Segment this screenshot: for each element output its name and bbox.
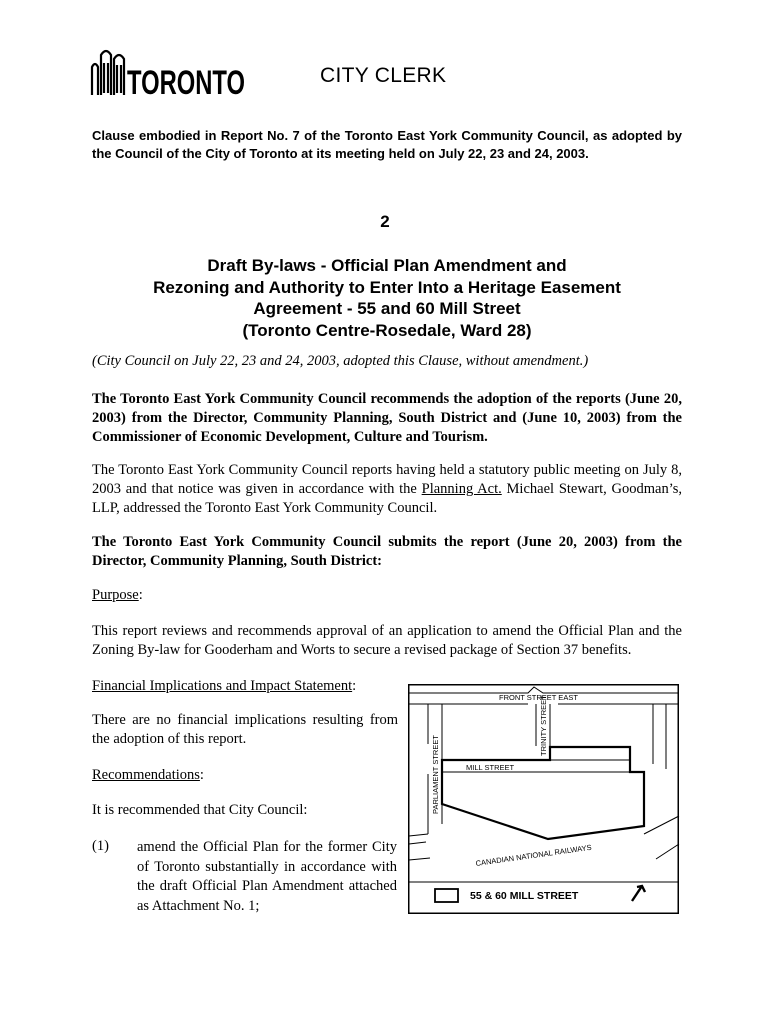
page-title: CITY CLERK — [320, 64, 447, 87]
heading-line: Draft By-laws - Official Plan Amendment and — [207, 256, 567, 275]
label-railways: CANADIAN NATIONAL RAILWAYS — [475, 842, 593, 868]
purpose-label: Purpose — [92, 587, 139, 603]
council-note: (City Council on July 22, 23 and 24, 2003, adopted this Clause, without amendment.) — [92, 353, 589, 369]
heading-line: Rezoning and Authority to Enter Into a Heritage Easement — [153, 277, 621, 297]
reports-text: The Toronto East York Community Council reports having held a statutory public meeting on July 8, 2003 and that notice was given in accordance with the — [92, 462, 682, 497]
financial-label: Financial Implications and Impact Statement — [92, 678, 353, 694]
legend-swatch — [435, 889, 458, 902]
submits-paragraph: The Toronto East York Community Council submits the report (June 20, 2003) from the Director, Community Planning, South District: — [92, 534, 682, 569]
financial-label-line — [92, 677, 398, 696]
location-map — [408, 684, 679, 914]
recommendations-label: Recommendations — [92, 767, 200, 783]
label-mill-street: MILL STREET — [466, 763, 515, 772]
item-number: 2 — [380, 212, 390, 231]
label-parliament-street: PARLIAMENT STREET — [431, 735, 440, 814]
recommendations-colon: : — [199, 767, 204, 783]
purpose-label-line — [92, 586, 682, 605]
clause-intro: Clause embodied in Report No. 7 of the Toronto East York Community Council, as adopted by the Council of the City of Toronto at its meeting held on July 22, 23 and 24, 2003. — [92, 128, 682, 161]
financial-text: There are no financial implications resulting from the adoption of this report. — [92, 712, 398, 747]
financial-colon: : — [352, 678, 357, 694]
label-trinity-street: TRINITY STREET — [539, 695, 548, 756]
city-hall-icon — [92, 51, 124, 95]
clause-heading — [92, 255, 682, 341]
recommendations-label-line — [92, 766, 398, 785]
label-front-street: FRONT STREET EAST — [499, 693, 578, 702]
purpose-colon: : — [138, 587, 143, 603]
recommendation-number: (1) — [92, 838, 109, 854]
legend-label: 55 & 60 MILL STREET — [470, 890, 579, 902]
reports-paragraph — [92, 461, 682, 518]
recommendations-intro: It is recommended that City Council: — [92, 802, 308, 818]
heading-line: Agreement - 55 and 60 Mill Street — [253, 299, 521, 318]
heading-line: (Toronto Centre-Rosedale, Ward 28) — [242, 320, 532, 340]
purpose-text: This report reviews and recommends approval of an application to amend the Official Plan and the Zoning By-law for Gooderham and Worts to secure a revised package of Section 37 benefits. — [92, 623, 682, 658]
toronto-logo — [90, 45, 250, 102]
recommend-paragraph: The Toronto East York Community Council recommends the adoption of the reports (June 20, 2003) from the Director, Community Planning, South District and (June 10, 2003) from the Commissioner of Economic Development, Culture and Tourism. — [92, 391, 682, 445]
logo-wordmark: TORONTO — [127, 64, 245, 102]
reports-text-end: Michael Stewart, Goodman’s, LLP, addressed the Toronto East York Community Council. — [92, 481, 682, 516]
recommendation-text: amend the Official Plan for the former City of Toronto substantially in accordance with the draft Official Plan Amendment attached as Attachment No. 1; — [137, 839, 397, 914]
planning-act-reference: Planning Act. — [421, 481, 502, 497]
